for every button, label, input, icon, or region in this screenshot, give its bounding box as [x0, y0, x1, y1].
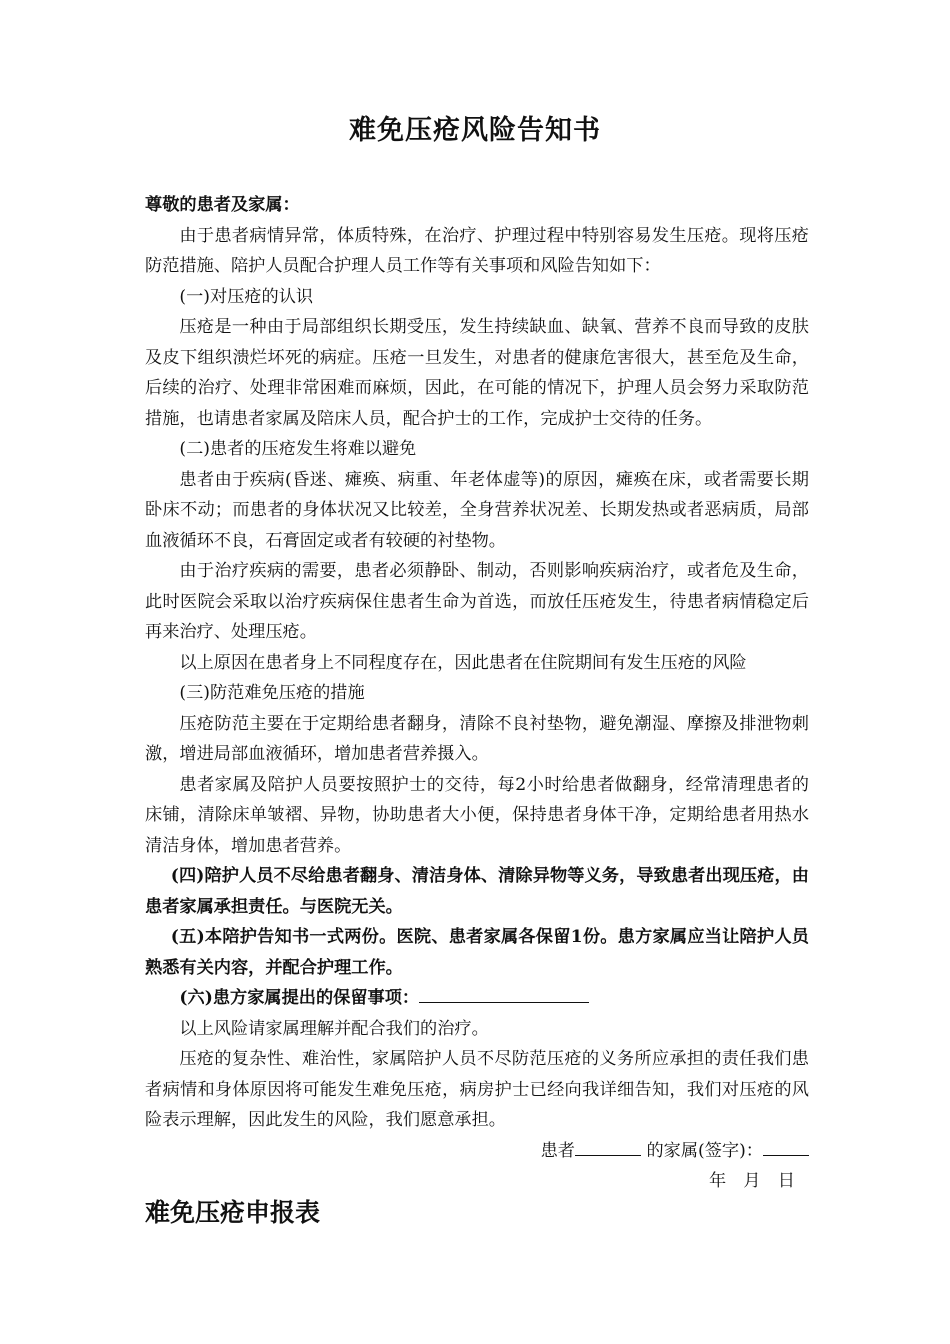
- section-1-heading: (一)对压疮的认识: [179, 286, 314, 307]
- section-2-text-2: 由于治疗疾病的需要，患者必须静卧、制动，否则影响疾病治疗，或者危及生命，此时医院会采取以治疗疾病保住患者生命为首选，而放任压疮发生，待患者病情稳定后再来治疗、处理压疮。: [145, 561, 809, 642]
- reserved-items-field[interactable]: [419, 984, 589, 1003]
- document-body: [145, 190, 809, 1197]
- patient-name-field[interactable]: [575, 1137, 641, 1156]
- section-6-label: (六)患方家属提出的保留事项：: [179, 988, 420, 1008]
- section-5-text: (五)本陪护告知书一式两份。医院、患者家属各保留1份。患方家属应当让陪护人员熟悉有关内容，并配合护理工作。: [145, 927, 809, 978]
- section-2-heading: (二)患者的压疮发生将难以避免: [179, 439, 417, 459]
- signature-line: [145, 1136, 809, 1167]
- consent-paragraph: 压疮的复杂性、难治性，家属陪护人员不尽防范压疮的义务所应承担的责任我们患者病情和身体原因将可能发生难免压疮，病房护士已经向我详细告知，我们对压疮的风险表示理解，因此发生的风险，我们愿意承担。: [145, 1049, 809, 1130]
- section-4-text: (四)陪护人员不尽给患者翻身、清洁身体、清除异物等义务，导致患者出现压疮，由患者家属承担责任。与医院无关。: [145, 866, 809, 917]
- report-form-title: 难免压疮申报表: [145, 1198, 321, 1227]
- consent-line-1: 以上风险请家属理解并配合我们的治疗。: [179, 1018, 489, 1039]
- signature-family-label: 的家属(签字)：: [641, 1140, 763, 1161]
- intro-paragraph: 由于患者病情异常，体质特殊，在治疗、护理过程中特别容易发生压疮。现将压疮防范措施、陪护人员配合护理人员工作等有关事项和风险告知如下：: [145, 225, 809, 276]
- salutation: 尊敬的患者及家属：: [145, 195, 300, 215]
- family-signature-field[interactable]: [763, 1137, 809, 1156]
- document-title: 难免压疮风险告知书: [349, 115, 601, 146]
- section-3-text-1: 压疮防范主要在于定期给患者翻身，清除不良衬垫物，避免潮湿、摩擦及排泄物刺激，增进局部血液循环，增加患者营养摄入。: [145, 713, 809, 764]
- section-2-text-1: 患者由于疾病(昏迷、瘫痪、病重、年老体虚等)的原因，瘫痪在床，或者需要长期卧床不动；而患者的身体状况又比较差，全身营养状况差、长期发热或者恶病质，局部血液循环不良，石膏固定或者有较硬的衬垫物。: [145, 469, 809, 551]
- section-2-text-3: 以上原因在患者身上不同程度存在，因此患者在住院期间有发生压疮的风险: [179, 652, 747, 673]
- section-6-line: [145, 983, 809, 1014]
- date-line: 年 月 日: [709, 1171, 795, 1191]
- section-3-heading: (三)防范难免压疮的措施: [179, 683, 365, 703]
- section-3-text-2: 患者家属及陪护人员要按照护士的交待，每2小时给患者做翻身，经常清理患者的床铺，清除床单皱褶、异物，协助患者大小便，保持患者身体干净，定期给患者用热水清洁身体，增加患者营养。: [145, 774, 809, 856]
- section-1-text: 压疮是一种由于局部组织长期受压，发生持续缺血、缺氧、营养不良而导致的皮肤及皮下组织溃烂坏死的病症。压疮一旦发生，对患者的健康危害很大，甚至危及生命，后续的治疗、处理非常困难而麻烦，因此，在可能的情况下，护理人员会努力采取防范措施，也请患者家属及陪床人员，配合护士的工作，完成护士交待的任务。: [145, 317, 809, 429]
- signature-patient-label: 患者: [540, 1140, 575, 1161]
